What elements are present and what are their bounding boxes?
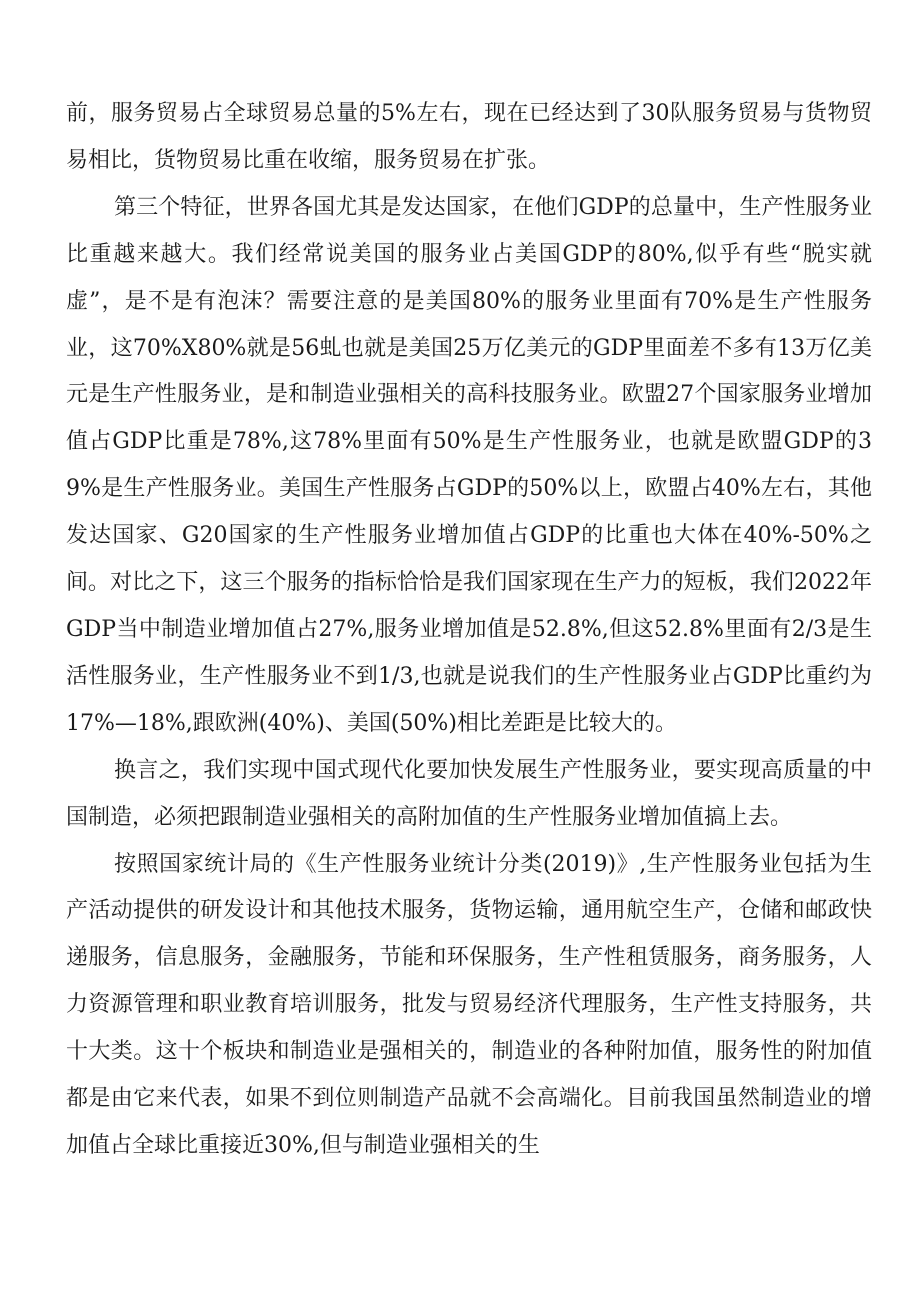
paragraph-1: 前，服务贸易占全球贸易总量的5%左右，现在已经达到了30队服务贸易与货物贸易相比，货物贸易比重在收缩，服务贸易在扩张。 xyxy=(66,101,872,173)
paragraph-3: 换言之，我们实现中国式现代化要加快发展生产性服务业，要实现高质量的中国制造，必须把跟制造业强相关的高附加值的生产性服务业增加值搞上去。 xyxy=(66,757,872,830)
paragraph-4: 按照国家统计局的《生产性服务业统计分类(2019)》,生产性服务业包括为生产活动提供的研发设计和其他技术服务，货物运输，通用航空生产，仓储和邮政快递服务，信息服务，金融服务，节能和环保服务，生产性租赁服务，商务服务，人力资源管理和职业教育培训服务，批发与贸易经济代理服务，生产性支持服务，共十大类。这十个板块和制造业是强相关的，制造业的各种附加值，服务性的附加值都是由它来代表，如果不到位则制造产品就不会高端化。目前我国虽然制造业的增加值占全球比重接近30%,但与制造业强相关的生 xyxy=(66,851,872,1158)
paragraph-2: 第三个特征，世界各国尤其是发达国家，在他们GDP的总量中，生产性服务业比重越来越大。我们经常说美国的服务业占美国GDP的80%,似乎有些“脱实就虚”，是不是有泡沫？需要注意的是美国80%的服务业里面有70%是生产性服务业，这70%X80%就是56虬也就是美国25万亿美元的GDP里面差不多有13万亿美元是生产性服务业，是和制造业强相关的高科技服务业。欧盟27个国家服务业增加值占GDP比重是78%,这78%里面有50%是生产性服务业，也就是欧盟GDP的39%是生产性服务业。美国生产性服务占GDP的50%以上，欧盟占40%左右，其他发达国家、G20国家的生产性服务业增加值占GDP的比重也大体在40%-50%之间。对比之下，这三个服务的指标恰恰是我们国家现在生产力的短板，我们2022年GDP当中制造业增加值占27%,服务业增加值是52.8%,但这52.8%里面有2/3是生活性服务业，生产性服务业不到1/3,也就是说我们的生产性服务业占GDP比重约为17%—18%,跟欧洲(40%)、美国(50%)相比差距是比较大的。 xyxy=(66,194,872,736)
